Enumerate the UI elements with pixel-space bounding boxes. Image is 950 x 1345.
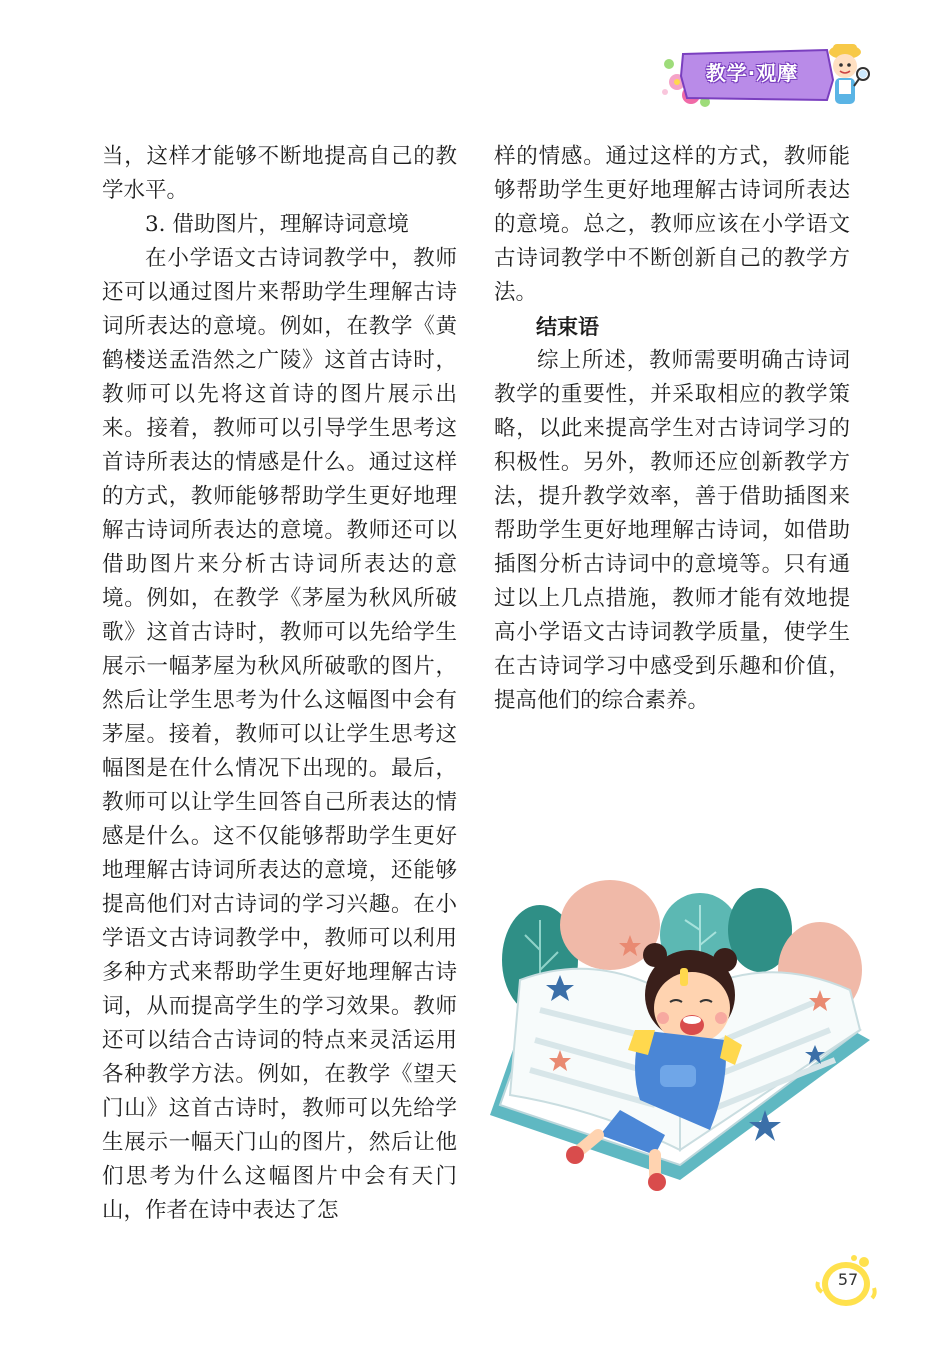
section-banner-label: 教学·观摩 xyxy=(705,61,799,85)
paragraph: 在小学语文古诗词教学中，教师还可以通过图片来帮助学生理解古诗词所表达的意境。例如，在教学《黄鹤楼送孟浩然之广陵》这首古诗时，教师可以先将这首诗的图片展示出来。接着，教师可以引导学生思考这首诗所表达的情感是什么。通过这样的方式，教师能够帮助学生更好地理解古诗词所表达的意境。教师还可以借助图片来分析古诗词所表达的意境。例如，在教学《茅屋为秋风所破歌》这首古诗时，教师可以先给学生展示一幅茅屋为秋风所破歌的图片，然后让学生思考为什么这幅图中会有茅屋。接着，教师可以让学生思考这幅图是在什么情况下出现的。最后，教师可以让学生回答自己所表达的情感是什么。这不仅能够帮助学生更好地理解古诗词所表达的意境，还能够提高他们对古诗词的学习兴趣。在小学语文古诗词教学中，教师可以利用多种方式来帮助学生更好地理解古诗词，从而提高学生的学习效果。教师还可以结合古诗词的特点来灵活运用各种教学方法。例如，在教学《望天门山》这首古诗时，教师可以先给学生展示一幅天门山的图片，然后让他们思考为什么这幅图片中会有天门山，作者在诗中表达了怎 xyxy=(102,246,457,1223)
left-column xyxy=(102,140,457,1228)
section-title: 结束语 xyxy=(536,315,599,339)
paragraph: 当，这样才能够不断地提高自己的教学水平。 xyxy=(102,144,457,203)
right-column xyxy=(494,140,850,718)
paragraph: 综上所述，教师需要明确古诗词教学的重要性，并采取相应的教学策略，以此来提高学生对古诗词学习的积极性。另外，教师还应创新教学方法，提升教学效率，善于借助插图来帮助学生更好地理解古诗词，如借助插图分析古诗词中的意境等。只有通过以上几点措施，教师才能有效地提高小学语文古诗词教学质量，使学生在古诗词学习中感受到乐趣和价值，提高他们的综合素养。 xyxy=(494,348,850,713)
explorer-kid-icon xyxy=(829,44,869,104)
page-number: 57 xyxy=(837,1270,859,1289)
paragraph: 样的情感。通过这样的方式，教师能够帮助学生更好地理解古诗词所表达的意境。总之，教师应该在小学语文古诗词教学中不断创新自己的教学方法。 xyxy=(494,144,850,305)
girl-reading-book-illustration xyxy=(480,880,880,1210)
subheading: 3. 借助图片，理解诗词意境 xyxy=(145,212,409,237)
